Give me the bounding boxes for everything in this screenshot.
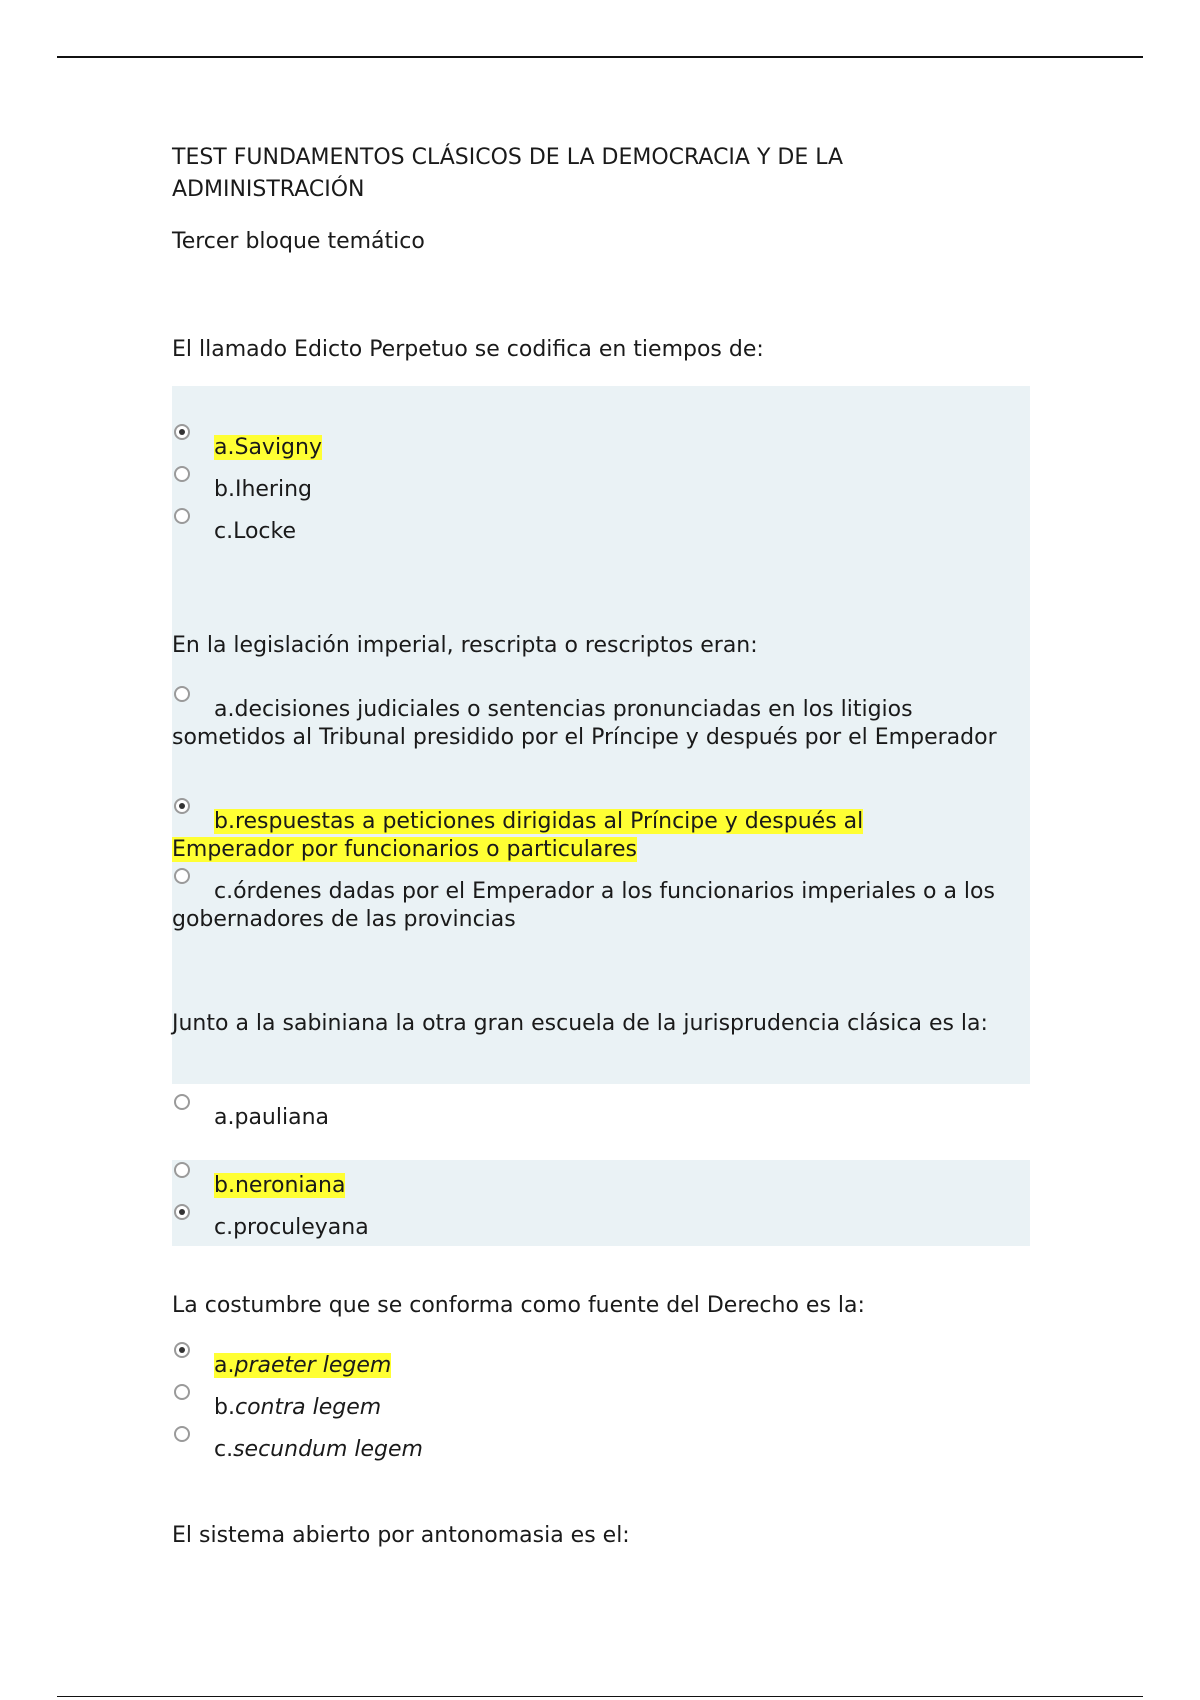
radio-unchecked-icon[interactable] <box>174 1384 190 1400</box>
page-title: TEST FUNDAMENTOS CLÁSICOS DE LA DEMOCRACIA Y DE LA ADMINISTRACIÓN <box>172 145 844 202</box>
radio-unchecked-icon[interactable] <box>174 686 190 702</box>
question-1-options <box>172 386 1030 584</box>
question-2-option-c[interactable]: c.órdenes dadas por el Emperador a los funcionarios imperiales o a los gobernadores de las provincias <box>172 878 1022 934</box>
radio-unchecked-icon[interactable] <box>174 466 190 482</box>
radio-unchecked-icon[interactable] <box>174 1426 190 1442</box>
question-1-text: El llamado Edicto Perpetuo se codifica en tiempos de: <box>172 337 764 362</box>
radio-checked-icon[interactable] <box>174 1204 190 1220</box>
radio-unchecked-icon[interactable] <box>174 1162 190 1178</box>
question-3-option-a-row <box>172 1104 1030 1132</box>
radio-unchecked-icon[interactable] <box>174 508 190 524</box>
question-1-option-b[interactable]: b.Ihering <box>172 476 322 504</box>
question-2-text: En la legislación imperial, rescripta o rescriptos eran: <box>172 633 758 658</box>
question-4-option-b[interactable]: b.contra legem <box>172 1394 1030 1422</box>
question-1-option-a[interactable]: a.Savigny <box>172 434 322 462</box>
radio-checked-icon[interactable] <box>174 798 190 814</box>
page-subtitle: Tercer bloque temático <box>172 229 425 254</box>
question-4-options <box>172 1352 1030 1464</box>
question-5-text: El sistema abierto por antonomasia es el: <box>172 1523 630 1548</box>
question-4-option-a[interactable]: a.praeter legem <box>172 1352 1030 1380</box>
top-rule <box>57 56 1143 58</box>
radio-checked-icon[interactable] <box>174 424 190 440</box>
question-3-option-c[interactable]: c.proculeyana <box>172 1214 369 1242</box>
question-4-text: La costumbre que se conforma como fuente del Derecho es la: <box>172 1293 865 1318</box>
question-3-option-b[interactable]: b.neroniana <box>172 1172 369 1200</box>
radio-unchecked-icon[interactable] <box>174 868 190 884</box>
question-4-option-c[interactable]: c.secundum legem <box>172 1436 1030 1464</box>
document-body <box>172 142 1030 1548</box>
question-3-options <box>172 1160 1030 1246</box>
radio-unchecked-icon[interactable] <box>174 1094 190 1110</box>
question-2-option-a[interactable]: a.decisiones judiciales o sentencias pronunciadas en los litigios sometidos al Tribunal presidido por el Príncipe y después por el Emperador <box>172 696 1012 752</box>
bottom-rule <box>57 1696 1143 1697</box>
radio-checked-icon[interactable] <box>174 1342 190 1358</box>
question-3-option-a[interactable]: a.pauliana <box>172 1104 1030 1132</box>
question-2-option-b[interactable]: b.respuestas a peticiones dirigidas al Príncipe y después al Emperador por funcionarios o particulares <box>172 808 952 864</box>
question-1-option-c[interactable]: c.Locke <box>172 518 322 546</box>
question-3-text: Junto a la sabiniana la otra gran escuela de la jurisprudencia clásica es la: <box>172 1011 988 1036</box>
